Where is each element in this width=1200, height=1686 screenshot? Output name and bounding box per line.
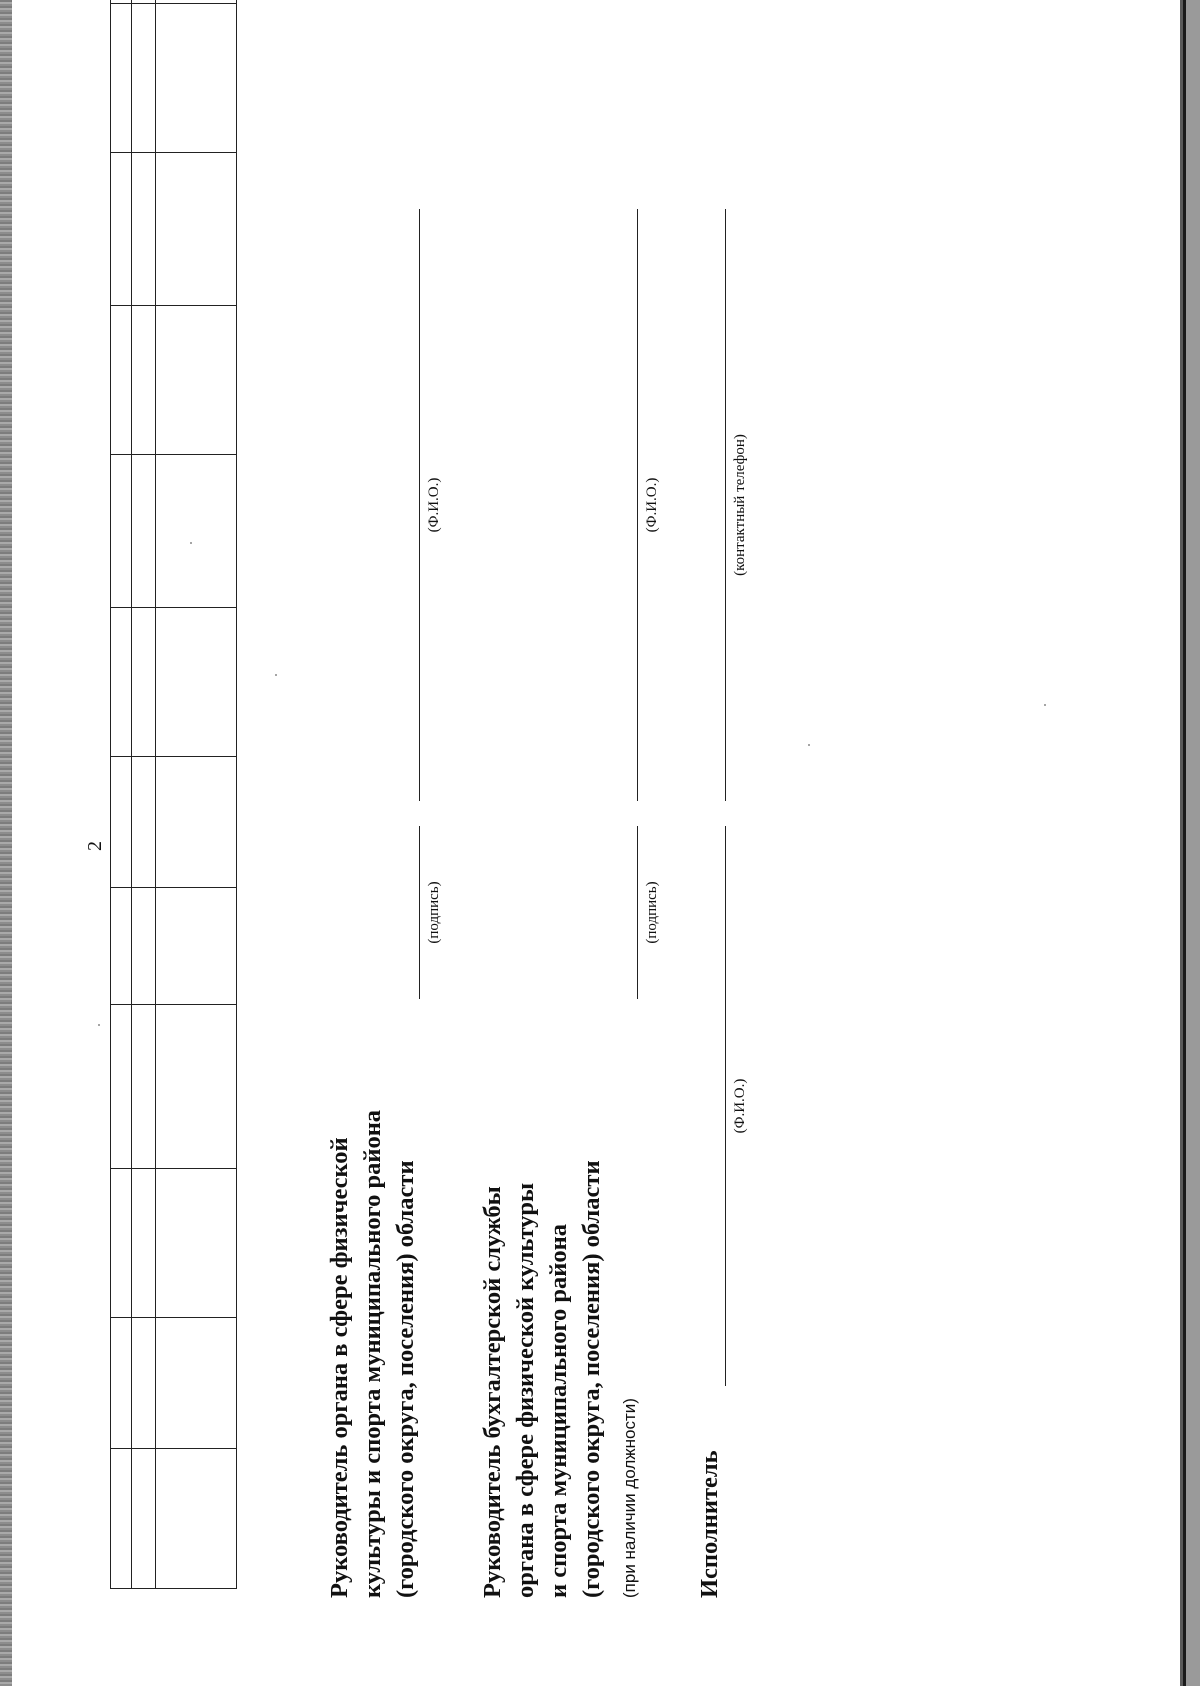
table-cell — [132, 306, 156, 455]
scan-speck — [1044, 704, 1046, 706]
head-signature-line — [419, 826, 420, 999]
table-cell — [156, 1169, 237, 1318]
table-cell — [111, 1005, 132, 1169]
accountant-signature-caption: (подпись) — [644, 881, 660, 944]
table-cell — [156, 306, 237, 455]
scan-speck — [275, 674, 277, 676]
page-number: 2 — [84, 841, 106, 851]
table-cell — [132, 4, 156, 153]
table-cell — [156, 1318, 237, 1449]
scan-speck — [190, 542, 192, 544]
table-cell — [132, 608, 156, 757]
table-cell — [132, 1169, 156, 1318]
table-cell — [156, 153, 237, 306]
table-cell — [111, 1449, 132, 1589]
table-cell — [156, 455, 237, 608]
accountant-title-line: и спорта муниципального района — [545, 1223, 572, 1598]
accountant-name-line — [637, 209, 638, 801]
head-signer-title — [323, 1110, 422, 1598]
table-cell — [111, 757, 132, 888]
accountant-signer-title — [476, 1160, 608, 1598]
table-cell — [111, 1169, 132, 1318]
table-cell — [111, 153, 132, 306]
head-title-line: Руководитель органа в сфере физической — [326, 1137, 353, 1598]
table-cell — [111, 608, 132, 757]
table-cell — [156, 0, 237, 4]
table-cell — [156, 1005, 237, 1169]
head-title-line: культуры и спорта муниципального района — [359, 1109, 386, 1598]
table-cell — [132, 888, 156, 1005]
table-cell — [111, 0, 132, 4]
accountant-title-line: органа в сфере физической культуры — [512, 1182, 539, 1598]
executor-phone-line — [725, 209, 726, 801]
table-cell — [132, 1318, 156, 1449]
table-cell — [132, 1449, 156, 1589]
executor-name-line — [725, 826, 726, 1386]
table-cell — [111, 1318, 132, 1449]
accountant-title-line: Руководитель бухгалтерской службы — [479, 1186, 506, 1598]
table-row — [132, 0, 156, 1589]
executor-name-caption: (Ф.И.О.) — [732, 1078, 748, 1134]
head-signature-caption: (подпись) — [426, 881, 442, 944]
scan-speck — [98, 1024, 100, 1026]
executor-phone-caption: (контактный телефон) — [732, 434, 748, 576]
table-cell — [156, 608, 237, 757]
table-cell — [111, 4, 132, 153]
accountant-title-line: (городского округа, поселения) области — [578, 1160, 605, 1598]
table-cell — [156, 757, 237, 888]
table-cell — [156, 1449, 237, 1589]
accountant-position-note: (при наличии должности) — [620, 1398, 639, 1598]
table-cell — [132, 153, 156, 306]
executor-title: Исполнитель — [696, 1450, 723, 1598]
form-table — [110, 0, 237, 1589]
table-cell — [111, 306, 132, 455]
table-cell — [132, 757, 156, 888]
table-cell — [111, 455, 132, 608]
accountant-name-caption: (Ф.И.О.) — [644, 477, 660, 533]
head-name-line — [419, 209, 420, 801]
head-name-caption: (Ф.И.О.) — [426, 477, 442, 533]
table-cell — [132, 455, 156, 608]
accountant-signature-line — [637, 826, 638, 999]
head-title-line: (городского округа, поселения) области — [392, 1160, 419, 1598]
table-cell — [156, 888, 237, 1005]
table-cell — [132, 1005, 156, 1169]
table-cell — [132, 0, 156, 4]
table-cell — [111, 888, 132, 1005]
scan-speck — [808, 744, 810, 746]
table-cell — [156, 4, 237, 153]
table-row — [156, 0, 237, 1589]
table-row — [111, 0, 132, 1589]
